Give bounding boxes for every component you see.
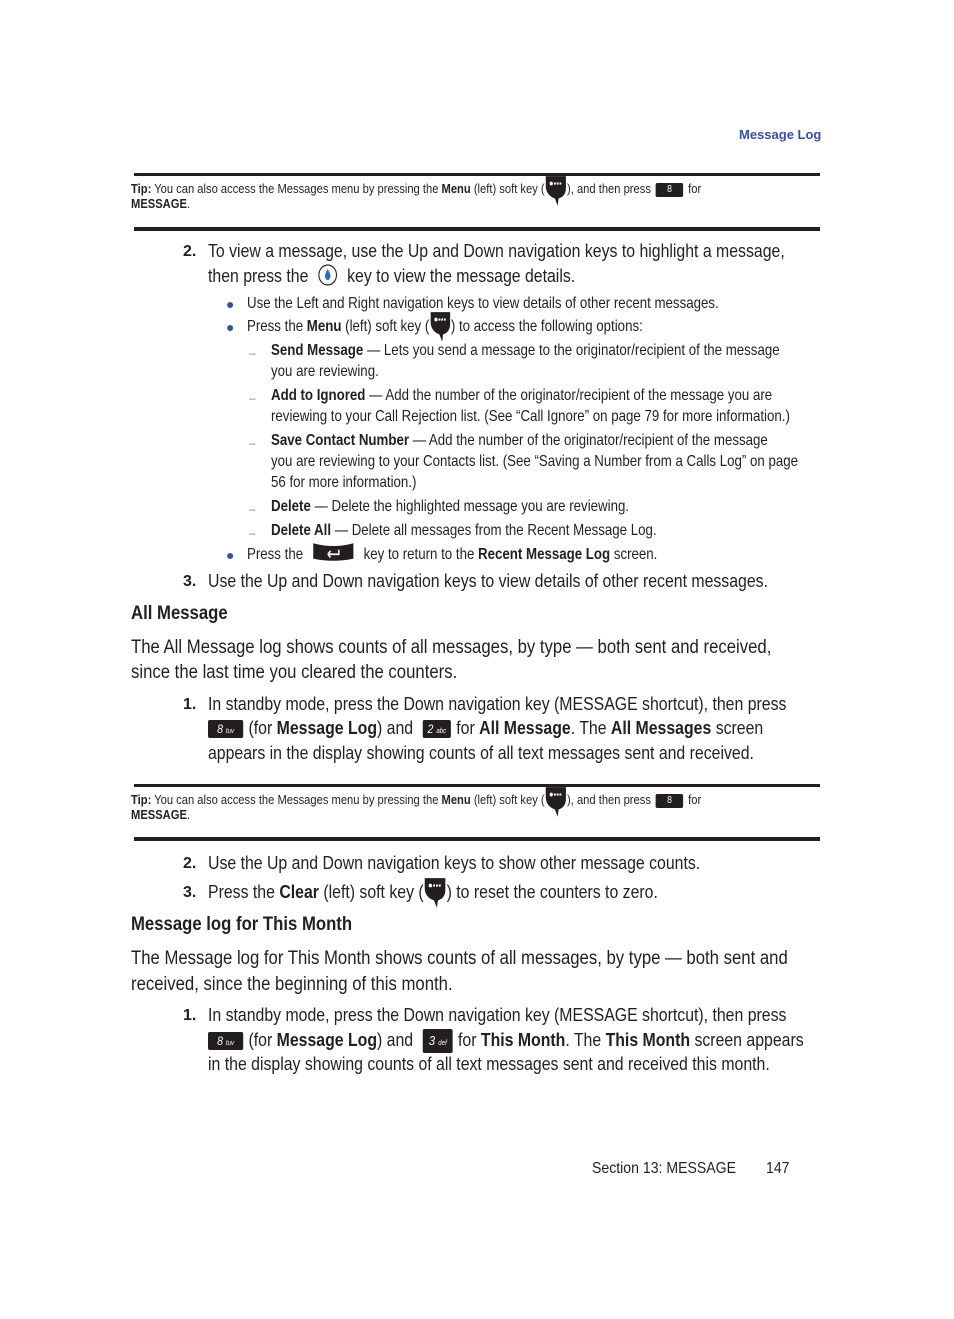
key-8-icon: 8 tuv	[208, 720, 243, 738]
dash-marker: –	[249, 391, 256, 405]
key-2-icon: 2 abc	[423, 720, 451, 738]
dash-marker: –	[249, 436, 256, 450]
left-soft-key-icon	[424, 877, 447, 909]
back-key-icon	[310, 541, 356, 563]
tip-top-rule	[134, 173, 820, 176]
bullet-icon: ●	[226, 319, 235, 335]
footer-section: Section 13: MESSAGE	[592, 1160, 737, 1177]
running-header: Message Log	[739, 127, 822, 142]
tip-top-rule	[134, 784, 820, 787]
left-soft-key-icon	[429, 311, 451, 343]
left-soft-key-icon	[545, 786, 567, 818]
step-number: 1.	[183, 1007, 197, 1024]
dash-marker: –	[249, 346, 256, 360]
section-heading: All Message	[131, 603, 228, 624]
bullet-icon: ●	[226, 296, 235, 312]
bullet-icon: ●	[226, 547, 235, 563]
step-number: 3.	[183, 884, 197, 901]
ok-key-icon	[318, 264, 337, 286]
dash-marker: –	[249, 502, 256, 516]
tip-bottom-rule	[134, 227, 820, 231]
page-number: 147	[766, 1160, 790, 1177]
left-soft-key-icon	[545, 175, 567, 207]
dash-marker: –	[249, 526, 256, 540]
step-number: 2.	[183, 855, 197, 872]
step-number: 3.	[183, 573, 197, 590]
key-3-icon: 3 def	[423, 1029, 453, 1053]
tip-box-1: Tip: You can also access the Messages menu by pressing the Menu (left) soft key ( ), and then press 8 for	[131, 181, 794, 197]
tip-bottom-rule	[134, 837, 820, 841]
section-heading: Message log for This Month	[131, 914, 353, 935]
key-8-icon: 8	[656, 794, 684, 808]
step-number: 1.	[183, 696, 197, 713]
key-8-icon: 8	[656, 183, 684, 197]
tip-label: Tip:	[131, 181, 152, 196]
tip-box-2: Tip: You can also access the Messages menu by pressing the Menu (left) soft key ( ), and then press 8 for	[131, 792, 794, 808]
key-8-icon: 8 tuv	[208, 1032, 243, 1050]
step-number: 2.	[183, 243, 197, 260]
